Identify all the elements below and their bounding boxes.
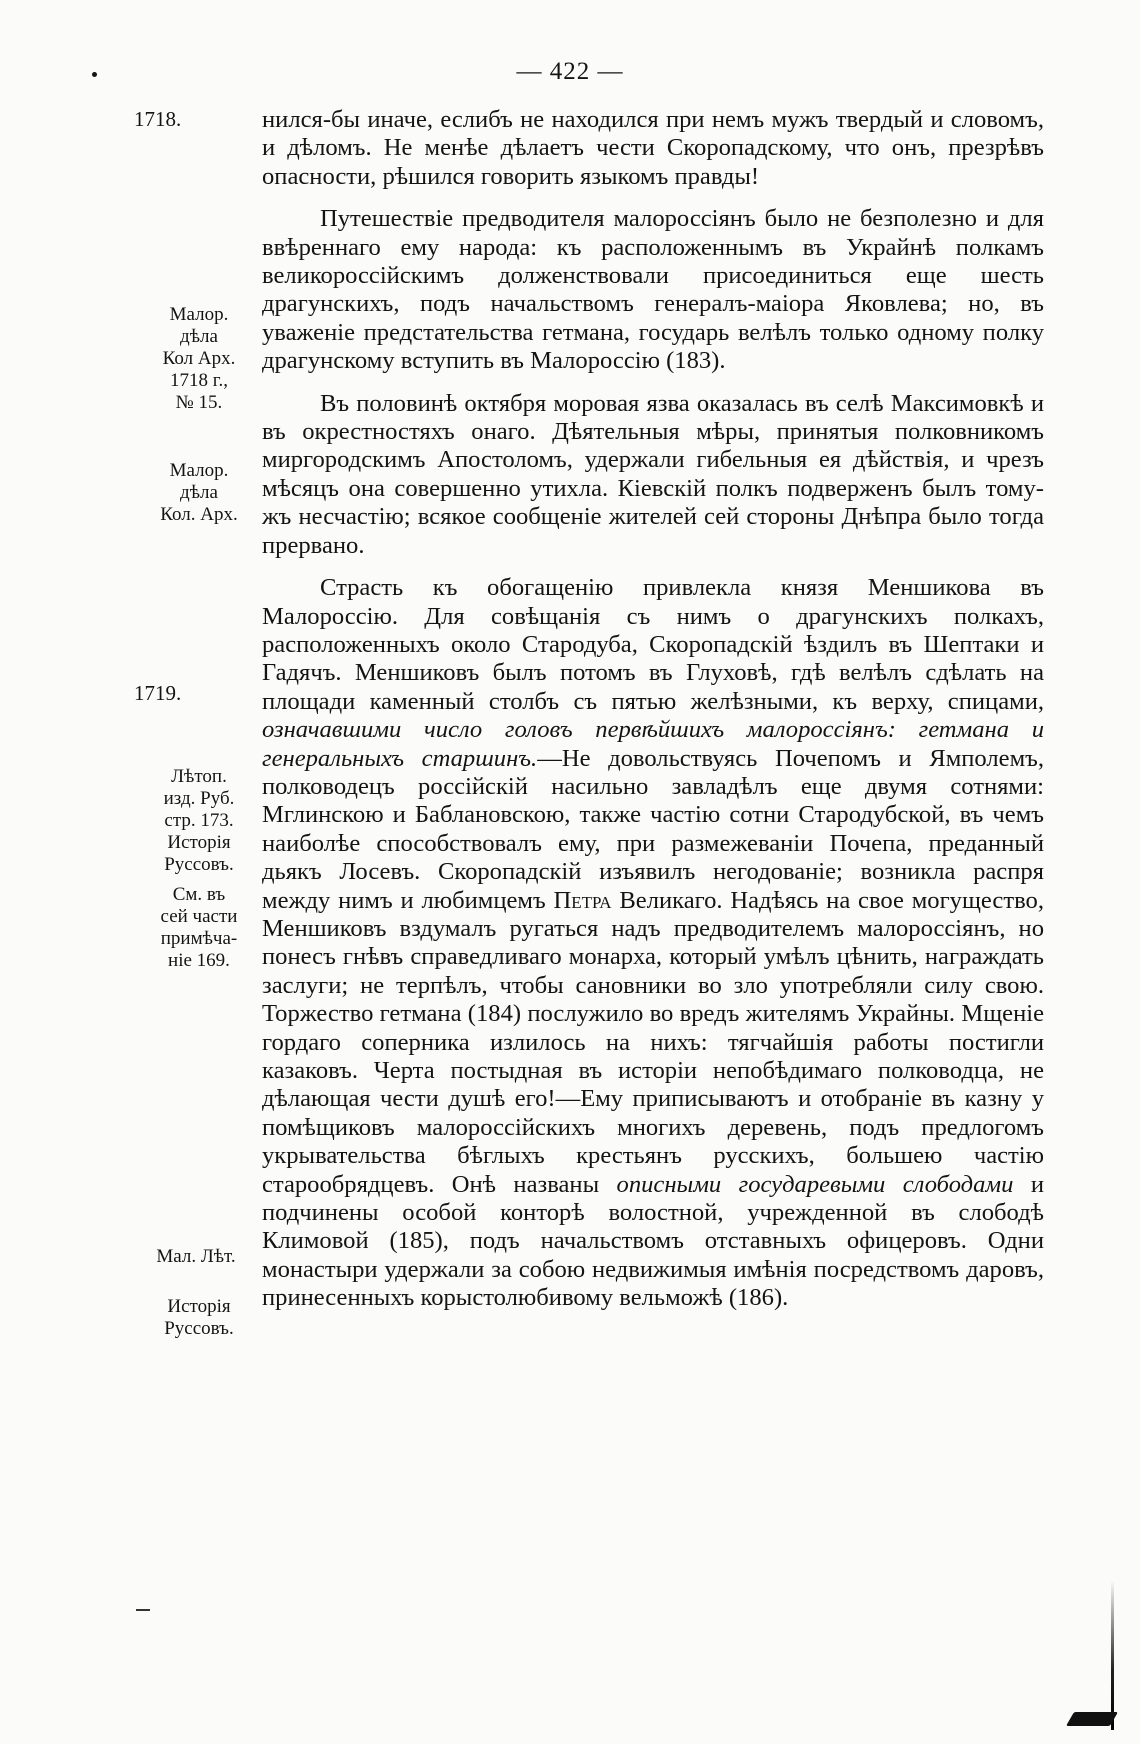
paragraph-4-italic-2: описными государевыми слободами xyxy=(616,1170,1014,1198)
margin-note-archive: Малор. дѣла Кол. Арх. xyxy=(160,460,238,525)
page-number: — 422 — xyxy=(516,58,624,85)
margin-rule xyxy=(136,1609,150,1611)
margin-year-1719: 1719. xyxy=(134,681,182,705)
paragraph-4 xyxy=(262,574,1044,1313)
margin-note-mal-let: Мал. Лѣт. xyxy=(156,1246,236,1267)
paragraph-3: Въ половинѣ октября моровая язва оказалась въ селѣ Максимовкѣ и въ окрестностяхъ онаго. Дѣятельныя мѣры, принятыя полковникомъ миргородскимъ Апостоломъ, удержали гибельныя ея дѣйствія, и чрезъ мѣсяцъ она совершенно утихла. Кіевскій полкъ подверженъ былъ тому-жъ несчастію; всякое сообщеніе жителей сей стороны Днѣпра было тогда прервано. xyxy=(262,389,1044,559)
paragraph-1: нился-бы иначе, еслибъ не находился при немъ мужъ твердый и словомъ, и дѣломъ. Не менѣе дѣлаетъ чести Скоропадскому, что онъ, презрѣвъ опасности, рѣшился говорить языкомъ правды! xyxy=(262,106,1044,190)
margin-note-chronicle: Лѣтоп. изд. Руб. стр. 173. Исторія Руссовъ. xyxy=(163,766,235,875)
paragraph-2: Путешествіе предводителя малороссіянъ было не безполезно и для ввѣреннаго ему народа: къ расположеннымъ въ Украйнѣ полкамъ великороссійскимъ долженствовали присоединиться еще шесть драгунскихъ, подъ начальствомъ генералъ-маіора Яковлева; но, въ уваженіе предстательства гетмана, государь велѣлъ только одному полку драгунскому вступить въ Малороссію (183). xyxy=(262,205,1044,375)
paragraph-4-italic: означавшими число головъ первѣйшихъ малороссіянъ: гетмана и генеральныхъ старшинъ. xyxy=(262,716,1044,772)
scan-smudge xyxy=(1066,1712,1118,1726)
paragraph-4-small-caps: Петра xyxy=(553,886,612,914)
scan-edge-mark xyxy=(1111,1580,1114,1730)
paragraph-4-part-b: —Не довольствуясь Почепомъ и Ямполемъ, полководецъ россійскій насильно завладѣлъ еще двумя сотнями: Мглинскою и Баблановскою, также частію сотни Стародубской, въ чемъ наиболѣе способствовалъ ему, при размежеваніи Почепа, преданный дьякъ Лосевъ. Скоропадскій изъявилъ негодованіе; возникла распря между нимъ и любимцемъ xyxy=(262,744,1045,914)
main-text xyxy=(262,106,1044,1313)
margin-note-see-remark: См. въ сей части примѣча- ніе 169. xyxy=(160,884,238,971)
margin-year-1718: 1718. xyxy=(134,107,182,131)
paragraph-4-part-d: и подчинены особой конторѣ волостной, учрежденной въ слободѣ Климовой (185), подъ начальствомъ отставныхъ офицеровъ. Одни монастыри удержали за собою недвижимыя имѣнія посредствомъ даровъ, принесенныхъ корыстолюбивому вельможѣ (186). xyxy=(262,1170,1044,1312)
paragraph-4-part-c: Великаго. Надѣясь на свое могущество, Меншиковъ вздумалъ ругаться надъ предводителемъ малороссіянъ, но понесъ гнѣвъ справедливаго монарха, который умѣлъ цѣнить, награждать заслуги; не терпѣлъ, чтобы сановники во зло употребляли силу свою. Торжество гетмана (184) послужило во вредъ жителямъ Украйны. Мщеніе гордаго соперника излилось на нихъ: тягчайшія работы постигли казаковъ. Черта постыдная въ исторіи непобѣдимаго полководца, не дѣлающая чести душѣ его!—Ему приписываютъ и отобраніе въ казну у помѣщиковъ малороссійскихъ многихъ деревень, подъ предлогомъ укрывательства бѣглыхъ крестьянъ русскихъ, большею частію старообрядцевъ. Онѣ названы xyxy=(262,886,1044,1198)
paragraph-4-part-a: Страсть къ обогащенію привлекла князя Меншикова въ Малороссію. Для совѣщанія съ нимъ о драгунскихъ полкахъ, расположенныхъ около Стародуба, Скоропадскій ѣздилъ въ Шептаки и Гадячъ. Меншиковъ былъ потомъ въ Глуховѣ, гдѣ велѣлъ сдѣлать на площади каменный столбъ съ пятью желѣзными, къ верху, спицами, xyxy=(262,574,1044,715)
margin-note-archive-1718: Малор. дѣла Кол Арх. 1718 г., № 15. xyxy=(162,304,236,413)
margin-note-history: Исторія Руссовъ. xyxy=(164,1296,234,1339)
